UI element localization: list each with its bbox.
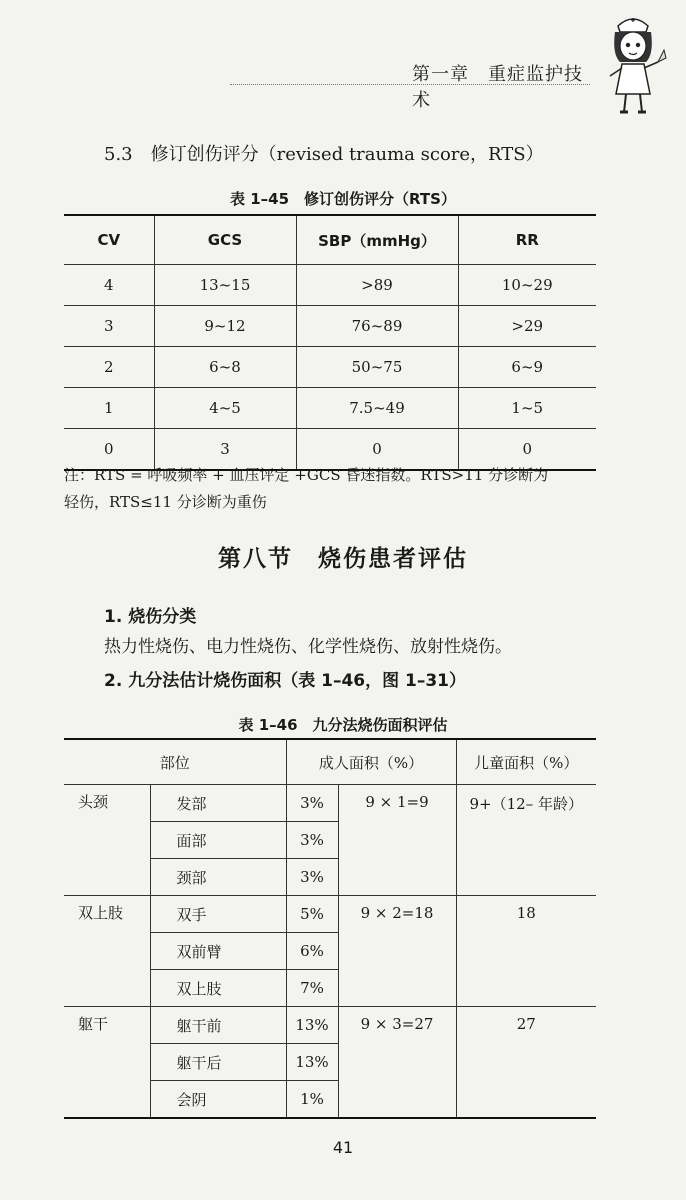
section-5-3-title: 5.3 修订创伤评分（revised trauma score，RTS） <box>104 144 544 165</box>
note-line: 注：RTS = 呼吸频率 + 血压评定 +GCS 昏迷指数。RTS>11 分诊断为 <box>64 466 549 484</box>
pct-cell: 6% <box>286 933 338 970</box>
item-1-text: 热力性烧伤、电力性烧伤、化学性烧伤、放射性烧伤。 <box>104 637 512 657</box>
table-row <box>64 896 596 933</box>
part-cell: 面部 <box>150 822 286 859</box>
table-cell: 6~9 <box>458 347 596 388</box>
part-cell: 双前臂 <box>150 933 286 970</box>
column-header: 儿童面积（%） <box>456 739 596 785</box>
column-header: CV <box>64 215 154 265</box>
table-header-row <box>64 739 596 785</box>
adult-total-cell: 9 × 2=18 <box>338 896 456 1007</box>
table-cell: 0 <box>458 429 596 471</box>
pct-cell: 7% <box>286 970 338 1007</box>
part-cell: 躯干前 <box>150 1007 286 1044</box>
part-cell: 双手 <box>150 896 286 933</box>
child-total-cell: 18 <box>456 896 596 1007</box>
table-row <box>64 265 596 306</box>
table-row <box>64 1007 596 1044</box>
table-cell: >29 <box>458 306 596 347</box>
table-cell: 0 <box>64 429 154 471</box>
part-cell: 颈部 <box>150 859 286 896</box>
note-line: 轻伤，RTS≤11 分诊断为重伤 <box>64 493 267 511</box>
table-header-row <box>64 215 596 265</box>
table-cell: 3 <box>64 306 154 347</box>
column-header: RR <box>458 215 596 265</box>
region-cell: 躯干 <box>64 1007 150 1119</box>
table-row <box>64 347 596 388</box>
region-cell: 头颈 <box>64 785 150 896</box>
child-total-cell: 9+（12– 年龄） <box>456 785 596 896</box>
section-8-title: 第八节 烧伤患者评估 <box>218 546 468 572</box>
table-cell: 4~5 <box>154 388 296 429</box>
table-row <box>64 785 596 822</box>
pct-cell: 13% <box>286 1044 338 1081</box>
table-cell: 13~15 <box>154 265 296 306</box>
item-1-heading: 1. 烧伤分类 <box>104 607 197 627</box>
table-cell: 50~75 <box>296 347 458 388</box>
table-cell: >89 <box>296 265 458 306</box>
page-number: 41 <box>332 1138 354 1157</box>
pct-cell: 3% <box>286 859 338 896</box>
item-2-heading: 2. 九分法估计烧伤面积（表 1–46，图 1–31） <box>104 671 467 691</box>
table-cell: 1~5 <box>458 388 596 429</box>
table-cell: 3 <box>154 429 296 471</box>
part-cell: 发部 <box>150 785 286 822</box>
page-header <box>0 0 686 111</box>
pct-cell: 13% <box>286 1007 338 1044</box>
column-header: GCS <box>154 215 296 265</box>
table-cell: 9~12 <box>154 306 296 347</box>
table-cell: 0 <box>296 429 458 471</box>
table-1-46-caption: 表 1–46 九分法烧伤面积评估 <box>238 716 448 734</box>
table-cell: 6~8 <box>154 347 296 388</box>
table-row <box>64 306 596 347</box>
burn-area-table <box>64 738 596 1119</box>
pct-cell: 1% <box>286 1081 338 1119</box>
chapter-title: 第一章 重症监护技术 <box>412 64 583 111</box>
column-header: 成人面积（%） <box>286 739 456 785</box>
pct-cell: 5% <box>286 896 338 933</box>
table-cell: 10~29 <box>458 265 596 306</box>
pct-cell: 3% <box>286 785 338 822</box>
table-cell: 1 <box>64 388 154 429</box>
table-cell: 76~89 <box>296 306 458 347</box>
column-header: 部位 <box>64 739 286 785</box>
table-1-45-note <box>64 462 624 516</box>
adult-total-cell: 9 × 3=27 <box>338 1007 456 1119</box>
child-total-cell: 27 <box>456 1007 596 1119</box>
column-header: SBP（mmHg） <box>296 215 458 265</box>
table-cell: 7.5~49 <box>296 388 458 429</box>
region-cell: 双上肢 <box>64 896 150 1007</box>
pct-cell: 3% <box>286 822 338 859</box>
table-cell: 2 <box>64 347 154 388</box>
part-cell: 会阴 <box>150 1081 286 1119</box>
table-cell: 4 <box>64 265 154 306</box>
table-row <box>64 388 596 429</box>
adult-total-cell: 9 × 1=9 <box>338 785 456 896</box>
table-1-45-caption: 表 1–45 修订创伤评分（RTS） <box>230 190 456 208</box>
part-cell: 躯干后 <box>150 1044 286 1081</box>
nurse-mascot-icon <box>598 10 668 120</box>
part-cell: 双上肢 <box>150 970 286 1007</box>
rts-table <box>64 214 596 471</box>
